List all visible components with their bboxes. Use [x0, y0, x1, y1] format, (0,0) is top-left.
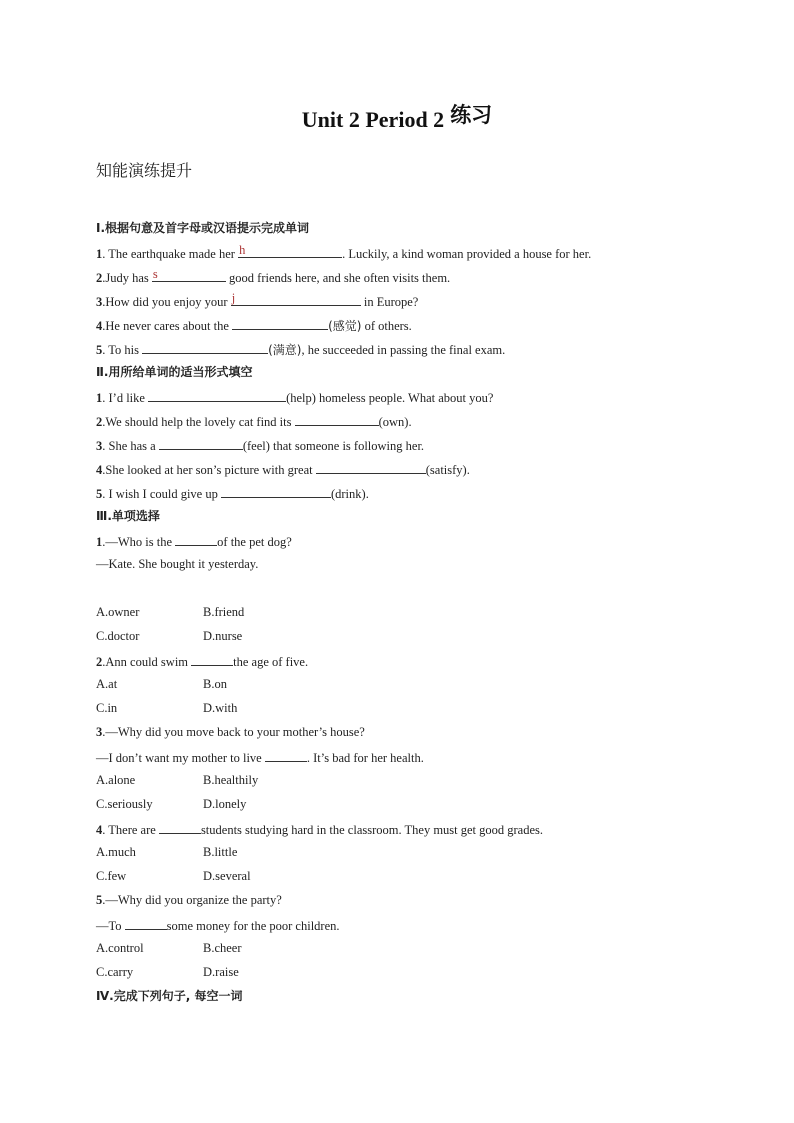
s3q4-option-b[interactable]: B.little [203, 845, 238, 859]
s2-question-1: 1. I’d like (help) homeless people. What about you? [96, 388, 493, 406]
s3q4-option-a[interactable]: A.much [96, 845, 136, 859]
s3-question-5-line2: —To some money for the poor children. [96, 916, 340, 934]
section2-heading: Ⅱ.用所给单词的适当形式填空 [96, 365, 253, 379]
answer-blank[interactable] [125, 916, 167, 930]
s3-question-3: 3.—Why did you move back to your mother’s house? [96, 725, 365, 739]
s2-question-4: 4.She looked at her son’s picture with great (satisfy). [96, 460, 470, 478]
section3-heading: Ⅲ.单项选择 [96, 509, 160, 523]
s3q2-option-b[interactable]: B.on [203, 677, 227, 691]
s2-question-3: 3. She has a (feel) that someone is following her. [96, 436, 424, 454]
s3q5-option-b[interactable]: B.cheer [203, 941, 242, 955]
s2-question-5: 5. I wish I could give up (drink). [96, 484, 369, 502]
answer-blank[interactable] [232, 316, 328, 330]
s1-question-5: 5. To his (满意), he succeeded in passing the final exam. [96, 340, 505, 358]
answer-blank[interactable] [265, 748, 307, 762]
s3q3-option-b[interactable]: B.healthily [203, 773, 259, 787]
s2-question-2: 2.We should help the lovely cat find its (own). [96, 412, 412, 430]
s3q1-option-c[interactable]: C.doctor [96, 629, 140, 643]
s3-question-4: 4. There are students studying hard in the classroom. They must get good grades. [96, 820, 543, 838]
s3-question-2: 2.Ann could swim the age of five. [96, 652, 308, 670]
section4-heading: Ⅳ.完成下列句子, 每空一词 [96, 989, 243, 1003]
answer-blank[interactable] [295, 412, 379, 426]
answer-blank[interactable] [221, 484, 331, 498]
s3q3-option-a[interactable]: A.alone [96, 773, 136, 787]
title-english: Unit 2 Period 2 [301, 107, 445, 132]
answer-blank[interactable]: j [231, 292, 361, 306]
page-subtitle: 知能演练提升 [96, 161, 193, 180]
s3q1-option-a[interactable]: A.owner [96, 605, 140, 619]
s3-question-1: 1.—Who is the of the pet dog? [96, 532, 292, 550]
s3q2-option-a[interactable]: A.at [96, 677, 118, 691]
s3-question-1-answer: —Kate. She bought it yesterday. [96, 557, 259, 571]
answer-blank[interactable] [142, 340, 268, 354]
s3q1-option-b[interactable]: B.friend [203, 605, 245, 619]
answer-blank[interactable]: s [152, 268, 226, 282]
answer-blank[interactable] [316, 460, 426, 474]
s3q1-option-d[interactable]: D.nurse [203, 629, 243, 643]
answer-blank[interactable] [148, 388, 286, 402]
s1-question-2: 2.Judy has s good friends here, and she often visits them. [96, 267, 451, 285]
s3-question-3-line2: —I don’t want my mother to live . It’s bad for her health. [96, 748, 424, 766]
page-title [0, 104, 794, 134]
section1-heading: Ⅰ.根据句意及首字母或汉语提示完成单词 [96, 221, 310, 235]
answer-blank[interactable] [175, 532, 217, 546]
s3q3-option-c[interactable]: C.seriously [96, 797, 153, 811]
s3q2-option-d[interactable]: D.with [203, 701, 238, 715]
answer-blank[interactable] [191, 652, 233, 666]
s1-question-1: 1. The earthquake made her h . Luckily, a kind woman provided a house for her. [96, 243, 592, 261]
s3-question-5: 5.—Why did you organize the party? [96, 893, 282, 907]
s1-question-4: 4.He never cares about the (感觉) of others. [96, 316, 412, 334]
title-chinese: 练习 [450, 103, 493, 127]
answer-blank[interactable] [159, 436, 243, 450]
s3q4-option-c[interactable]: C.few [96, 869, 127, 883]
answer-blank[interactable]: h [238, 244, 342, 258]
s3q3-option-d[interactable]: D.lonely [203, 797, 247, 811]
s3q5-option-c[interactable]: C.carry [96, 965, 134, 979]
s3q2-option-c[interactable]: C.in [96, 701, 118, 715]
answer-blank[interactable] [159, 820, 201, 834]
s3q5-option-d[interactable]: D.raise [203, 965, 239, 979]
s3q4-option-d[interactable]: D.several [203, 869, 251, 883]
s3q5-option-a[interactable]: A.control [96, 941, 144, 955]
s1-question-3: 3.How did you enjoy your j in Europe? [96, 291, 419, 309]
